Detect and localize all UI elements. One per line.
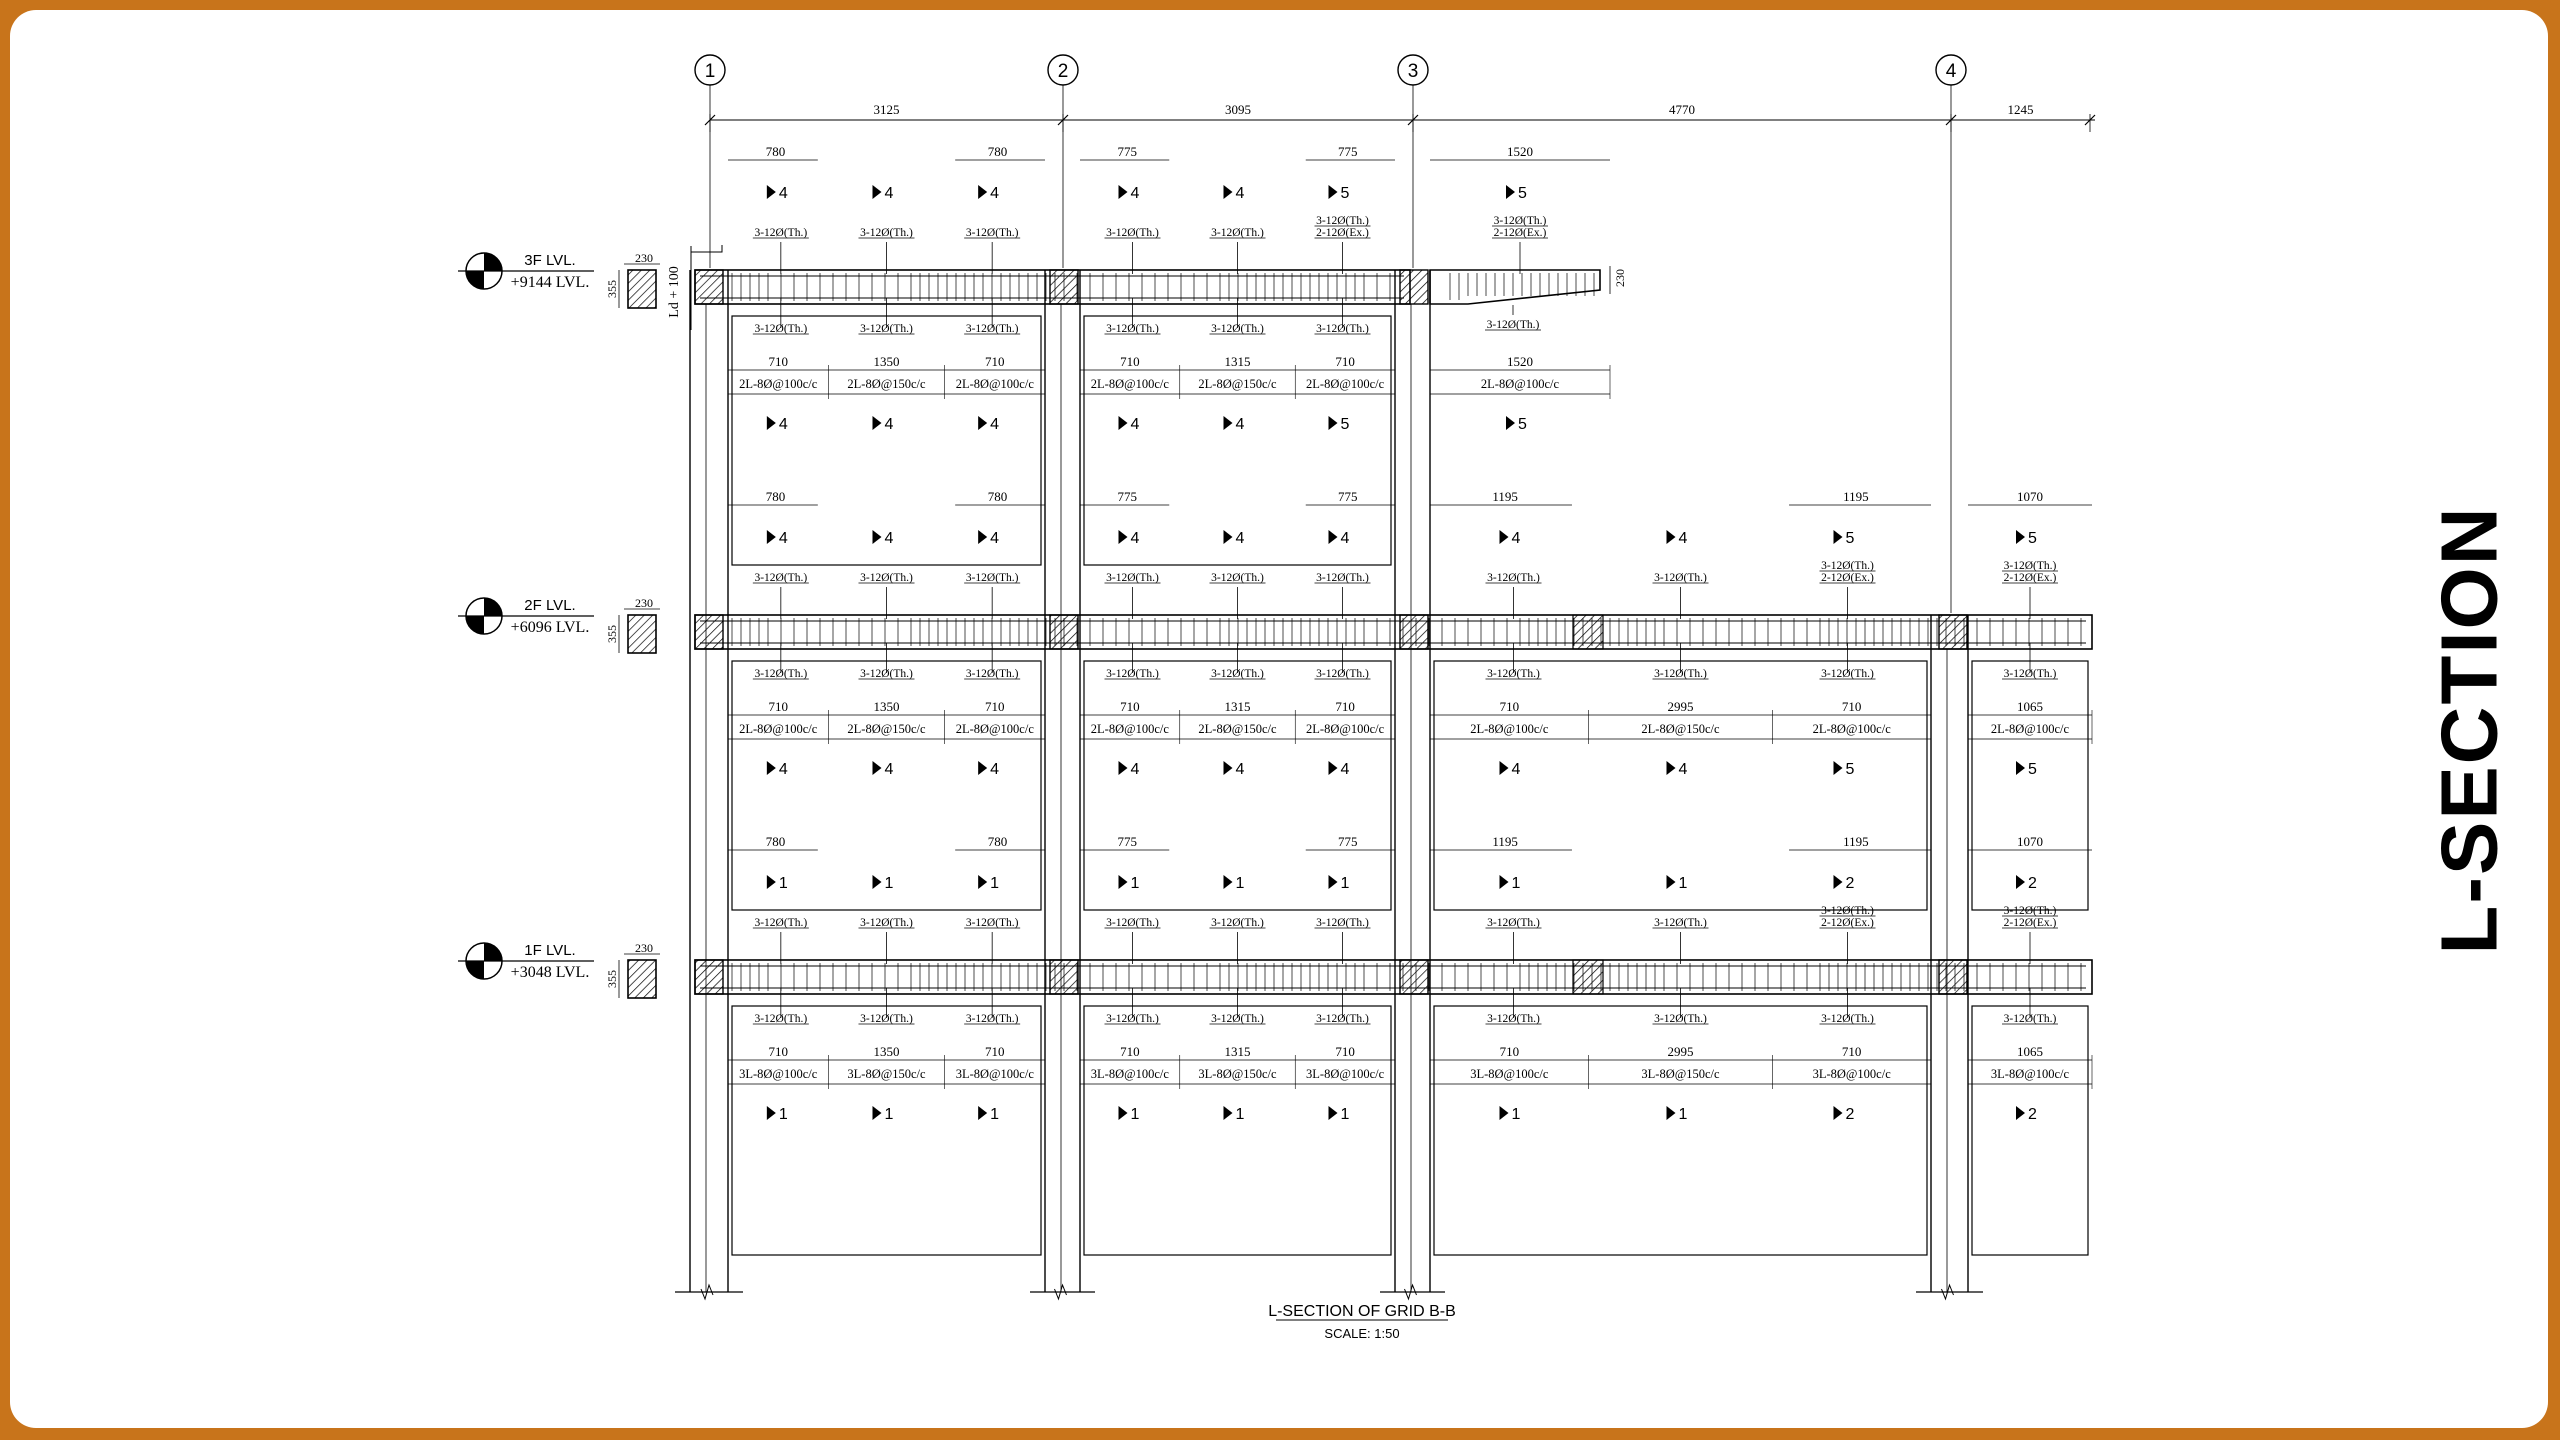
section-mark-arrow xyxy=(2016,1106,2025,1120)
top-dim-value: 1070 xyxy=(2017,489,2043,504)
stirrup-zone-length: 710 xyxy=(768,1044,788,1059)
stirrup-zone-length: 710 xyxy=(768,354,788,369)
stirrup-spec: 2L-8Ø@100c/c xyxy=(739,377,818,391)
stirrup-spec: 2L-8Ø@100c/c xyxy=(1306,377,1385,391)
bottom-bar-callout: 3-12Ø(Th.) xyxy=(754,1013,808,1025)
section-mark-arrow xyxy=(1224,416,1233,430)
grid-label: 4 xyxy=(1945,61,1957,82)
bottom-bar-callout: 3-12Ø(Th.) xyxy=(860,668,913,680)
column-width-dim: 230 xyxy=(635,941,653,955)
section-mark-arrow xyxy=(1224,875,1233,889)
level-elevation: +6096 LVL. xyxy=(510,619,590,636)
bottom-bar-callout: 3-12Ø(Th.) xyxy=(1654,1013,1707,1025)
column-depth-dim: 355 xyxy=(605,625,619,643)
column-section-hatch xyxy=(628,270,656,308)
section-mark-label: 5 xyxy=(1518,185,1527,202)
top-bar-callout: 3-12Ø(Th.) xyxy=(965,572,1019,584)
bottom-bar-callout: 3-12Ø(Th.) xyxy=(1654,668,1707,680)
top-bar-callout: 3-12Ø(Th.) xyxy=(1821,560,1874,572)
section-mark-label: 1 xyxy=(884,875,894,892)
section-mark-arrow xyxy=(978,185,987,199)
section-mark-label: 1 xyxy=(778,875,788,892)
column-joint-hatch xyxy=(1400,615,1428,649)
section-mark-label: 5 xyxy=(1340,185,1350,202)
bottom-bar-callout: 3-12Ø(Th.) xyxy=(2003,668,2057,680)
top-dim-value: 775 xyxy=(1338,489,1358,504)
bottom-bar-callout: 3-12Ø(Th.) xyxy=(1821,668,1874,680)
section-mark-arrow xyxy=(1667,761,1676,775)
stirrup-zone-length: 1315 xyxy=(1224,699,1251,714)
top-dim-value: 775 xyxy=(1117,489,1137,504)
grid-span-dim: 3125 xyxy=(873,102,900,117)
top-bar-callout: 3-12Ø(Th.) xyxy=(1211,572,1264,584)
level-marker-fill xyxy=(466,271,484,289)
column-depth-dim: 355 xyxy=(605,280,619,298)
section-mark-label: 5 xyxy=(2028,761,2037,778)
column-depth-dim: 355 xyxy=(605,970,619,988)
top-dim-value: 1195 xyxy=(1492,834,1518,849)
bottom-bar-callout: 3-12Ø(Th.) xyxy=(1106,1013,1159,1025)
stirrup-spec: 2L-8Ø@100c/c xyxy=(739,722,818,736)
beam-outline xyxy=(695,615,2092,649)
section-mark-arrow xyxy=(1119,761,1128,775)
drawing-caption: L-SECTION OF GRID B-B xyxy=(1268,1303,1456,1320)
stirrup-zone-length: 710 xyxy=(1120,1044,1140,1059)
bottom-bar-callout: 3-12Ø(Th.) xyxy=(965,1013,1019,1025)
section-mark-label: 1 xyxy=(1511,1106,1521,1123)
stirrup-spec: 2L-8Ø@100c/c xyxy=(955,377,1034,391)
section-mark-arrow xyxy=(767,1106,776,1120)
column-joint-hatch xyxy=(1939,960,1967,994)
level-name: 1F LVL. xyxy=(524,942,576,959)
section-mark-label: 4 xyxy=(884,761,894,778)
stirrup-spec: 2L-8Ø@100c/c xyxy=(1090,377,1169,391)
drawing-scale: SCALE: 1:50 xyxy=(1324,1326,1400,1341)
stirrup-spec: 3L-8Ø@150c/c xyxy=(1198,1067,1277,1081)
section-mark-label: 4 xyxy=(990,185,1000,202)
grid-span-dim: 1245 xyxy=(2007,102,2034,117)
section-mark-arrow xyxy=(1329,875,1338,889)
section-mark-label: 4 xyxy=(1235,416,1245,433)
stirrup-zone-length: 1350 xyxy=(873,699,900,714)
section-mark-arrow xyxy=(767,761,776,775)
column-joint-hatch xyxy=(695,615,723,649)
section-mark-label: 4 xyxy=(1130,530,1140,547)
section-mark-label: 5 xyxy=(1340,416,1350,433)
stirrup-spec: 3L-8Ø@100c/c xyxy=(739,1067,818,1081)
top-dim-value: 775 xyxy=(1117,834,1137,849)
stirrup-zone-length: 710 xyxy=(1499,1044,1520,1059)
top-bar-callout: 2-12Ø(Ex.) xyxy=(2003,572,2057,584)
stirrup-zone-length: 710 xyxy=(1335,1044,1355,1059)
section-mark-label: 4 xyxy=(1130,761,1140,778)
section-mark-label: 4 xyxy=(1235,530,1245,547)
side-title-text: L-SECTION xyxy=(2425,505,2514,955)
section-mark-label: 2 xyxy=(1845,1106,1855,1123)
section-mark-label: 1 xyxy=(1511,875,1521,892)
bottom-bar-callout: 3-12Ø(Th.) xyxy=(1487,1013,1540,1025)
section-mark-label: 4 xyxy=(884,530,894,547)
section-mark-arrow xyxy=(1500,1106,1509,1120)
stirrup-spec: 3L-8Ø@100c/c xyxy=(1090,1067,1169,1081)
beam-outline xyxy=(695,960,2092,994)
top-dim-value: 775 xyxy=(1338,144,1358,159)
section-mark-arrow xyxy=(978,416,987,430)
top-bar-callout: 2-12Ø(Ex.) xyxy=(1821,572,1874,584)
top-bar-callout: 2-12Ø(Ex.) xyxy=(1493,227,1547,239)
grid-span-dim: 4770 xyxy=(1669,102,1695,117)
section-mark-arrow xyxy=(978,530,987,544)
stirrup-zone-length: 710 xyxy=(985,354,1005,369)
bottom-bar-callout: 3-12Ø(Th.) xyxy=(1106,323,1159,335)
top-bar-callout: 3-12Ø(Th.) xyxy=(754,917,808,929)
section-mark-arrow xyxy=(1500,875,1509,889)
section-mark-arrow xyxy=(1500,530,1509,544)
stirrup-zone-length: 710 xyxy=(1120,699,1140,714)
beam-drop-hatch xyxy=(1573,615,1603,649)
section-mark-label: 1 xyxy=(1130,1106,1140,1123)
bottom-bar-callout: 3-12Ø(Th.) xyxy=(860,323,913,335)
top-dim-value: 780 xyxy=(765,144,786,159)
stirrup-zone-length: 710 xyxy=(1335,699,1355,714)
section-mark-arrow xyxy=(1834,530,1843,544)
stirrup-spec: 2L-8Ø@100c/c xyxy=(1470,722,1549,736)
stirrup-spec: 2L-8Ø@100c/c xyxy=(955,722,1034,736)
top-bar-callout: 3-12Ø(Th.) xyxy=(1316,917,1369,929)
section-mark-arrow xyxy=(1329,761,1338,775)
grid-label: 1 xyxy=(704,61,716,82)
stirrup-spec: 2L-8Ø@100c/c xyxy=(1306,722,1385,736)
drawing-sheet xyxy=(10,10,2548,1428)
top-dim-value: 780 xyxy=(987,489,1008,504)
cantilever-outline xyxy=(1430,270,1600,304)
stirrup-spec: 2L-8Ø@150c/c xyxy=(1198,722,1277,736)
column-joint-hatch xyxy=(1939,615,1967,649)
top-dim-value: 1520 xyxy=(1507,144,1533,159)
top-bar-callout: 3-12Ø(Th.) xyxy=(1106,572,1159,584)
anchor-length-note: Ld + 100 xyxy=(667,266,682,318)
top-dim-value: 1195 xyxy=(1843,489,1869,504)
beam-drop-hatch xyxy=(1573,960,1603,994)
section-mark-label: 4 xyxy=(1340,530,1350,547)
top-bar-callout: 2-12Ø(Ex.) xyxy=(2003,917,2057,929)
top-bar-callout: 3-12Ø(Th.) xyxy=(1654,917,1707,929)
section-mark-arrow xyxy=(873,530,882,544)
top-bar-callout: 3-12Ø(Th.) xyxy=(965,917,1019,929)
section-mark-label: 4 xyxy=(778,185,788,202)
section-mark-arrow xyxy=(1119,185,1128,199)
stirrup-zone-length: 1065 xyxy=(2017,699,2043,714)
stirrup-spec: 2L-8Ø@100c/c xyxy=(1480,377,1560,391)
bottom-bar-callout: 3-12Ø(Th.) xyxy=(1316,323,1369,335)
grid-label: 3 xyxy=(1407,61,1419,82)
section-mark-label: 1 xyxy=(1340,875,1350,892)
section-mark-label: 1 xyxy=(990,1106,1000,1123)
top-bar-callout: 3-12Ø(Th.) xyxy=(1493,215,1547,227)
level-marker-fill xyxy=(466,961,484,979)
top-bar-callout: 3-12Ø(Th.) xyxy=(1487,917,1540,929)
l-section-drawing xyxy=(10,10,2548,1428)
section-mark-arrow xyxy=(1224,530,1233,544)
section-mark-label: 4 xyxy=(884,185,894,202)
top-bar-callout: 3-12Ø(Th.) xyxy=(1211,917,1264,929)
stirrup-spec: 2L-8Ø@150c/c xyxy=(847,722,926,736)
section-mark-label: 4 xyxy=(990,416,1000,433)
section-mark-label: 1 xyxy=(884,1106,894,1123)
stirrup-spec: 3L-8Ø@100c/c xyxy=(1470,1067,1549,1081)
section-mark-arrow xyxy=(873,185,882,199)
top-dim-value: 780 xyxy=(987,144,1008,159)
level-elevation: +9144 LVL. xyxy=(510,274,590,291)
column-joint-hatch xyxy=(695,270,723,304)
column-joint-hatch xyxy=(1050,615,1078,649)
section-mark-label: 4 xyxy=(778,416,788,433)
bottom-bar-callout: 3-12Ø(Th.) xyxy=(965,668,1019,680)
top-dim-value: 1195 xyxy=(1492,489,1518,504)
level-name: 3F LVL. xyxy=(524,252,576,269)
top-bar-callout: 2-12Ø(Ex.) xyxy=(1316,227,1369,239)
section-mark-label: 1 xyxy=(1340,1106,1350,1123)
section-mark-arrow xyxy=(1834,761,1843,775)
stirrup-spec: 3L-8Ø@100c/c xyxy=(1812,1067,1891,1081)
top-bar-callout: 3-12Ø(Th.) xyxy=(754,227,808,239)
top-bar-callout: 3-12Ø(Th.) xyxy=(2003,560,2057,572)
section-mark-label: 4 xyxy=(1340,761,1350,778)
stirrup-zone-length: 710 xyxy=(985,1044,1005,1059)
section-mark-arrow xyxy=(1506,185,1515,199)
section-mark-arrow xyxy=(1329,185,1338,199)
section-mark-arrow xyxy=(767,530,776,544)
section-mark-arrow xyxy=(1329,1106,1338,1120)
top-dim-value: 1195 xyxy=(1843,834,1869,849)
stirrup-spec: 3L-8Ø@150c/c xyxy=(1641,1067,1720,1081)
section-mark-label: 4 xyxy=(1511,530,1521,547)
section-mark-label: 4 xyxy=(1130,185,1140,202)
section-mark-arrow xyxy=(978,761,987,775)
column-width-dim: 230 xyxy=(635,251,653,265)
section-mark-label: 5 xyxy=(1518,416,1527,433)
stirrup-zone-length: 1315 xyxy=(1224,1044,1251,1059)
section-mark-arrow xyxy=(1667,875,1676,889)
top-bar-callout: 3-12Ø(Th.) xyxy=(2003,905,2057,917)
bottom-bar-callout: 3-12Ø(Th.) xyxy=(1316,668,1369,680)
column-joint-hatch xyxy=(1400,960,1428,994)
section-mark-arrow xyxy=(1500,761,1509,775)
stirrup-zone-length: 710 xyxy=(985,699,1005,714)
top-bar-callout: 3-12Ø(Th.) xyxy=(1487,572,1540,584)
column-section-hatch xyxy=(628,960,656,998)
stirrup-spec: 3L-8Ø@100c/c xyxy=(955,1067,1034,1081)
stirrup-zone-length: 2995 xyxy=(1667,699,1694,714)
top-bar-callout: 2-12Ø(Ex.) xyxy=(1821,917,1874,929)
column-section-hatch xyxy=(628,615,656,653)
bottom-bar-callout: 3-12Ø(Th.) xyxy=(754,323,808,335)
bottom-bar-callout: 3-12Ø(Th.) xyxy=(2003,1013,2057,1025)
top-bar-callout: 3-12Ø(Th.) xyxy=(1106,917,1159,929)
section-mark-label: 1 xyxy=(990,875,1000,892)
section-mark-label: 1 xyxy=(1130,875,1140,892)
section-mark-arrow xyxy=(873,875,882,889)
section-mark-label: 2 xyxy=(1845,875,1855,892)
section-mark-arrow xyxy=(2016,761,2025,775)
bottom-bar-callout: 3-12Ø(Th.) xyxy=(1211,323,1264,335)
stirrup-zone-length: 710 xyxy=(1841,1044,1862,1059)
section-mark-arrow xyxy=(1834,875,1843,889)
cantilever-bottom-bar: 3-12Ø(Th.) xyxy=(1486,319,1540,331)
section-mark-label: 5 xyxy=(1845,530,1855,547)
level-elevation: +3048 LVL. xyxy=(510,964,590,981)
section-mark-label: 4 xyxy=(1235,185,1245,202)
top-dim-value: 1070 xyxy=(2017,834,2043,849)
section-mark-label: 4 xyxy=(1130,416,1140,433)
column-joint-hatch xyxy=(695,960,723,994)
level-marker-fill xyxy=(484,598,502,616)
stirrup-zone-length: 2995 xyxy=(1667,1044,1694,1059)
section-mark-arrow xyxy=(1506,416,1515,430)
column-joint-hatch xyxy=(1050,960,1078,994)
section-mark-arrow xyxy=(873,416,882,430)
section-mark-arrow xyxy=(873,1106,882,1120)
top-bar-callout: 3-12Ø(Th.) xyxy=(1316,215,1369,227)
section-mark-label: 4 xyxy=(884,416,894,433)
stirrup-zone-length: 710 xyxy=(1499,699,1520,714)
bottom-bar-callout: 3-12Ø(Th.) xyxy=(754,668,808,680)
section-mark-arrow xyxy=(767,416,776,430)
top-bar-callout: 3-12Ø(Th.) xyxy=(860,227,913,239)
stirrup-spec: 2L-8Ø@100c/c xyxy=(1812,722,1891,736)
section-mark-arrow xyxy=(1224,1106,1233,1120)
section-mark-arrow xyxy=(1224,761,1233,775)
section-mark-label: 2 xyxy=(2028,1106,2037,1123)
bottom-bar-callout: 3-12Ø(Th.) xyxy=(1316,1013,1369,1025)
top-bar-callout: 3-12Ø(Th.) xyxy=(1106,227,1159,239)
grid-label: 2 xyxy=(1057,61,1069,82)
level-marker-fill xyxy=(484,253,502,271)
section-mark-arrow xyxy=(767,875,776,889)
top-dim-value: 780 xyxy=(765,489,786,504)
stirrup-zone-length: 710 xyxy=(1335,354,1355,369)
top-bar-callout: 3-12Ø(Th.) xyxy=(1316,572,1369,584)
top-bar-callout: 3-12Ø(Th.) xyxy=(1654,572,1707,584)
top-dim-value: 780 xyxy=(765,834,786,849)
level-name: 2F LVL. xyxy=(524,597,576,614)
section-mark-arrow xyxy=(1119,416,1128,430)
section-mark-label: 4 xyxy=(1235,761,1245,778)
section-mark-arrow xyxy=(873,761,882,775)
section-mark-label: 5 xyxy=(1845,761,1855,778)
section-mark-label: 4 xyxy=(778,761,788,778)
stirrup-zone-length: 710 xyxy=(768,699,788,714)
stirrup-spec: 2L-8Ø@150c/c xyxy=(1641,722,1720,736)
top-bar-callout: 3-12Ø(Th.) xyxy=(860,917,913,929)
section-mark-label: 1 xyxy=(1235,1106,1245,1123)
bottom-bar-callout: 3-12Ø(Th.) xyxy=(1821,1013,1874,1025)
top-dim-value: 780 xyxy=(987,834,1008,849)
section-mark-arrow xyxy=(978,1106,987,1120)
column-joint-hatch xyxy=(1400,270,1428,304)
bottom-bar-callout: 3-12Ø(Th.) xyxy=(965,323,1019,335)
section-mark-label: 1 xyxy=(1235,875,1245,892)
section-mark-label: 4 xyxy=(778,530,788,547)
section-mark-arrow xyxy=(2016,875,2025,889)
section-mark-label: 1 xyxy=(1678,875,1688,892)
top-bar-callout: 3-12Ø(Th.) xyxy=(860,572,913,584)
column-joint-hatch xyxy=(1050,270,1078,304)
section-mark-label: 4 xyxy=(1678,761,1688,778)
bottom-bar-callout: 3-12Ø(Th.) xyxy=(1106,668,1159,680)
section-mark-label: 4 xyxy=(1511,761,1521,778)
section-mark-label: 2 xyxy=(2028,875,2037,892)
stirrup-spec: 3L-8Ø@100c/c xyxy=(1306,1067,1385,1081)
stirrup-spec: 3L-8Ø@100c/c xyxy=(1990,1067,2070,1081)
level-marker-fill xyxy=(466,616,484,634)
stirrup-zone-length: 1065 xyxy=(2017,1044,2043,1059)
section-mark-arrow xyxy=(1119,530,1128,544)
section-mark-arrow xyxy=(1224,185,1233,199)
stirrup-zone-length: 710 xyxy=(1841,699,1862,714)
stirrup-spec: 3L-8Ø@150c/c xyxy=(847,1067,926,1081)
top-bar-callout: 3-12Ø(Th.) xyxy=(1211,227,1264,239)
level-marker-fill xyxy=(484,943,502,961)
section-mark-label: 4 xyxy=(1678,530,1688,547)
bottom-bar-callout: 3-12Ø(Th.) xyxy=(1487,668,1540,680)
stirrup-spec: 2L-8Ø@150c/c xyxy=(847,377,926,391)
anchor-leader xyxy=(691,245,722,252)
section-mark-label: 5 xyxy=(2028,530,2037,547)
grid-span-dim: 3095 xyxy=(1225,102,1251,117)
column-width-dim: 230 xyxy=(635,596,653,610)
section-mark-arrow xyxy=(1119,875,1128,889)
stirrup-zone-length: 1350 xyxy=(873,354,900,369)
section-mark-arrow xyxy=(1667,530,1676,544)
stirrup-zone-length: 1350 xyxy=(873,1044,900,1059)
top-bar-callout: 3-12Ø(Th.) xyxy=(965,227,1019,239)
section-mark-label: 4 xyxy=(990,761,1000,778)
section-mark-arrow xyxy=(1667,1106,1676,1120)
bottom-bar-callout: 3-12Ø(Th.) xyxy=(1211,1013,1264,1025)
section-mark-arrow xyxy=(2016,530,2025,544)
top-bar-callout: 3-12Ø(Th.) xyxy=(1821,905,1874,917)
section-mark-label: 1 xyxy=(778,1106,788,1123)
section-mark-label: 1 xyxy=(1678,1106,1688,1123)
cantilever-depth-dim: 230 xyxy=(1613,269,1627,287)
section-mark-arrow xyxy=(978,875,987,889)
top-dim-value: 775 xyxy=(1338,834,1358,849)
stirrup-zone-length: 1315 xyxy=(1224,354,1251,369)
bottom-bar-callout: 3-12Ø(Th.) xyxy=(1211,668,1264,680)
section-mark-arrow xyxy=(1329,530,1338,544)
side-title xyxy=(2415,505,2525,955)
stirrup-zone-length: 1520 xyxy=(1507,354,1533,369)
stirrup-spec: 2L-8Ø@100c/c xyxy=(1990,722,2070,736)
section-mark-arrow xyxy=(1329,416,1338,430)
section-mark-arrow xyxy=(1834,1106,1843,1120)
top-bar-callout: 3-12Ø(Th.) xyxy=(754,572,808,584)
bottom-bar-callout: 3-12Ø(Th.) xyxy=(860,1013,913,1025)
top-dim-value: 775 xyxy=(1117,144,1137,159)
stirrup-zone-length: 710 xyxy=(1120,354,1140,369)
stirrup-spec: 2L-8Ø@100c/c xyxy=(1090,722,1169,736)
section-mark-arrow xyxy=(767,185,776,199)
stirrup-spec: 2L-8Ø@150c/c xyxy=(1198,377,1277,391)
section-mark-arrow xyxy=(1119,1106,1128,1120)
section-mark-label: 4 xyxy=(990,530,1000,547)
